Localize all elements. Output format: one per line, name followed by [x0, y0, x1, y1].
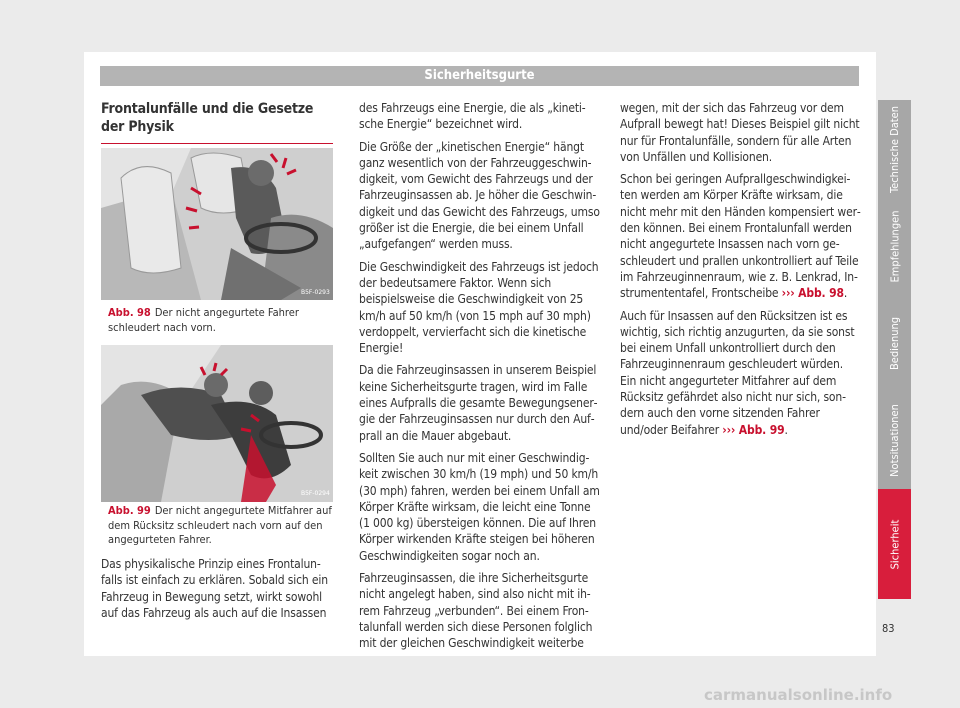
tab-label: Technische Daten: [888, 105, 902, 193]
figure-99-image: [101, 345, 333, 502]
tab-label: Sicherheit: [888, 519, 901, 569]
paragraph: des Fahrzeugs eine Energie, die als „kinetische Energie“ bezeichnet wird.: [359, 101, 586, 132]
paragraph-text: .: [843, 286, 848, 301]
figure-98-code: B5F-0293: [301, 289, 330, 296]
paragraph: Fahrzeuginsassen, die ihre Sicherheitsgurte nicht angelegt haben, sind also nicht mit ihrem Fahrzeug „verbunden“. Bei einem Frontalunfall werden sich diese Personen folglich mit der gleichen Geschwindigkeit weiterbe: [359, 571, 593, 651]
column-middle: [359, 100, 602, 658]
figure-99-caption: [108, 504, 333, 548]
section-heading: Frontalunfälle und die Gesetze der Physik: [101, 100, 333, 144]
figure-99-caption-text: Der nicht angegurtete Mitfahrer auf dem Rücksitz schleudert nach vorn auf den angegurteten Fahrer.: [108, 504, 332, 546]
tab-label: Bedienung: [888, 316, 902, 371]
paragraph-text: Auch für Insassen auf den Rücksitzen ist es wichtig, sich richtig anzugurten, da sie sonst bei einem Unfall unkontrolliert durch den Fahrzeuginnenraum geschleudert würden. Ein nicht angegurteter Mitfahrer auf dem Rücksitz gefährdet also nicht nur sich, sondern auch den vorne sitzenden Fahrer und/oder Beifahrer: [620, 308, 855, 437]
paragraph: Sollten Sie auch nur mit einer Geschwindigkeit zwischen 30 km/h (19 mph) und 50 km/h (30 mph) fahren, werden bei einem Unfall am Körper Kräfte wirksam, die leicht eine Tonne (1 000 kg) übersteigen können. Die auf Ihren Körper wirkenden Kräfte steigen bei höheren Geschwindigkeiten sogar noch an.: [359, 450, 600, 563]
paragraph: wegen, mit der sich das Fahrzeug vor dem Aufprall bewegt hat! Dieses Beispiel gilt nicht nur für Frontalunfälle, sondern für alle Arten von Unfällen und Kollisionen.: [620, 101, 860, 164]
tab-sicherheit[interactable]: [878, 489, 911, 599]
tab-bedienung[interactable]: [878, 295, 911, 392]
tab-empfehlungen[interactable]: [878, 198, 911, 295]
tab-technische-daten[interactable]: [878, 100, 911, 198]
paragraph-text: .: [784, 422, 788, 437]
paragraph: Die Geschwindigkeit des Fahrzeugs ist jedoch der bedeutsamere Faktor. Wenn sich beispielsweise die Geschwindigkeit von 25 km/h auf 50 km/h (von 15 mph auf 30 mph) verdoppelt, vervierfacht sich die kinetische Energie!: [359, 259, 599, 356]
page-number: 83: [882, 622, 895, 635]
figure-99-code: B5F-0294: [301, 490, 330, 497]
chapter-header: Sicherheitsgurte: [100, 66, 859, 86]
paragraph-text: Schon bei geringen Aufprallgeschwindigkeiten werden am Körper Kräfte wirksam, die nicht mehr mit den Händen kompensiert werden können. Bei einem Frontalunfall werden nicht angegurtete Insassen nach vorn geschleudert und prallen unkontrolliert auf Teile im Fahrzeuginnenraum, wie z. B. Lenkrad, Instrumententafel, Frontscheibe: [620, 172, 861, 301]
tab-label: Empfehlungen: [888, 210, 901, 283]
column-left-paragraph: Das physikalische Prinzip eines Frontalunfalls ist einfach zu erklären. Sobald sich ein Fahrzeug in Bewegung setzt, wirkt sowohl auf das Fahrzeug als auch auf die Insassen: [101, 557, 328, 620]
tab-notsituationen[interactable]: [878, 392, 911, 489]
paragraph: Die Größe der „kinetischen Energie“ hängt ganz wesentlich von der Fahrzeuggeschwindigkeit, vom Gewicht des Fahrzeugs und der Fahrzeuginsassen ab. Je höher die Geschwindigkeit und das Gewicht des Fahrzeugs, umso größer ist die Energie, die bei einem Unfall „aufgefangen“ werden muss.: [359, 139, 600, 252]
figure-99-link[interactable]: ››› Abb. 99: [722, 422, 785, 437]
figure-98-link[interactable]: ››› Abb. 98: [781, 286, 844, 301]
figure-98-image: [101, 148, 333, 300]
paragraph: Da die Fahrzeuginsassen in unserem Beispiel keine Sicherheitsgurte tragen, wird im Falle eines Aufpralls die gesamte Bewegungsenergie der Fahrzeuginsassen nur durch den Aufprall an die Mauer abgebaut.: [359, 363, 598, 443]
watermark: carmanualsonline.info: [704, 686, 893, 704]
figure-98-label: Abb. 98: [108, 306, 151, 319]
figure-99-label: Abb. 99: [108, 504, 151, 517]
paragraph: [620, 308, 862, 438]
column-right: [620, 100, 862, 444]
figure-98-caption: [108, 306, 333, 335]
tab-label: Notsituationen: [888, 404, 901, 477]
figure-98-caption-text: Der nicht angegurtete Fahrer schleudert nach vorn.: [108, 306, 299, 334]
paragraph: [620, 171, 862, 301]
